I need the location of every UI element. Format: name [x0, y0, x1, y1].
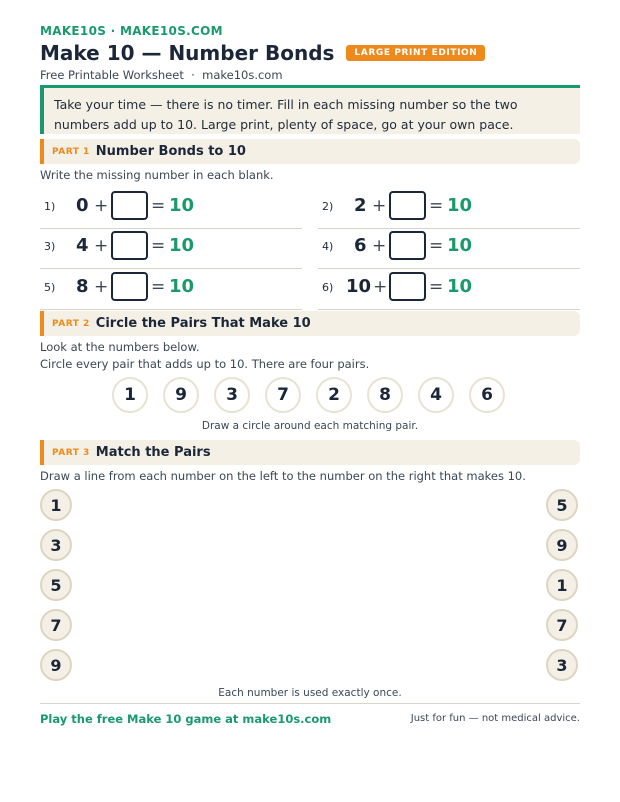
- sum: 10: [169, 195, 195, 216]
- addend: 0: [76, 195, 89, 216]
- plus-sign: +: [94, 236, 109, 256]
- part3-title: Match the Pairs: [95, 445, 211, 460]
- problem-3: [40, 228, 302, 269]
- part2-header: [40, 311, 580, 336]
- match-right-item[interactable]: 7: [546, 609, 578, 641]
- number-circle[interactable]: 3: [214, 377, 250, 413]
- part1-instruction: Write the missing number in each blank.: [40, 168, 274, 182]
- part2-instruction-2: Circle every pair that adds up to 10. There are four pairs.: [40, 357, 370, 371]
- intro-callout: Take your time — there is no timer. Fill in each missing number so the two numbers add up to 10. Large print, plenty of space, go at your own pace.: [40, 88, 580, 134]
- problem-6: [318, 269, 580, 310]
- answer-blank[interactable]: [111, 191, 148, 220]
- match-left-item[interactable]: 5: [40, 569, 72, 601]
- problem-number: 6): [322, 281, 334, 294]
- equals-sign: =: [429, 236, 444, 256]
- sum: 10: [169, 235, 195, 256]
- plus-sign: +: [94, 277, 109, 297]
- part2-note: Draw a circle around each matching pair.: [201, 420, 419, 432]
- edition-badge: LARGE PRINT EDITION: [346, 45, 485, 61]
- problem-number: 5): [44, 281, 56, 294]
- answer-blank[interactable]: [389, 231, 426, 260]
- number-circle[interactable]: 1: [112, 377, 148, 413]
- problem-number: 2): [322, 200, 334, 213]
- footer-link[interactable]: Play the free Make 10 game at make10s.com: [40, 712, 332, 726]
- sum: 10: [447, 276, 473, 297]
- part1-header: [40, 139, 580, 164]
- answer-blank[interactable]: [111, 272, 148, 301]
- addend: 8: [76, 276, 89, 297]
- answer-blank[interactable]: [111, 231, 148, 260]
- addend: 6: [354, 235, 367, 256]
- addend: 2: [354, 195, 367, 216]
- equals-sign: =: [429, 196, 444, 216]
- part3-header: [40, 440, 580, 465]
- number-circle[interactable]: 7: [265, 377, 301, 413]
- footer-disclaimer: Just for fun — not medical advice.: [410, 713, 580, 724]
- brand-line: MAKE10S · MAKE10S.COM: [40, 24, 223, 38]
- answer-blank[interactable]: [389, 272, 426, 301]
- equals-sign: =: [151, 277, 166, 297]
- match-right-item[interactable]: 5: [546, 489, 578, 521]
- number-circle[interactable]: 9: [163, 377, 199, 413]
- problem-1: [40, 188, 302, 229]
- match-left-item[interactable]: 1: [40, 489, 72, 521]
- match-right-item[interactable]: 1: [546, 569, 578, 601]
- problem-number: 3): [44, 240, 56, 253]
- page-title: Make 10 — Number Bonds: [40, 41, 335, 65]
- plus-sign: +: [94, 196, 109, 216]
- match-right-item[interactable]: 9: [546, 529, 578, 561]
- number-circle[interactable]: 8: [367, 377, 403, 413]
- number-circle[interactable]: 2: [316, 377, 352, 413]
- part2-title: Circle the Pairs That Make 10: [95, 316, 311, 331]
- problem-4: [318, 228, 580, 269]
- problem-5: [40, 269, 302, 310]
- part3-note: Each number is used exactly once.: [218, 687, 402, 699]
- problem-number: 1): [44, 200, 56, 213]
- part3-instruction: Draw a line from each number on the left to the number on the right that makes 10.: [40, 469, 526, 483]
- number-circle[interactable]: 6: [469, 377, 505, 413]
- match-right-item[interactable]: 3: [546, 649, 578, 681]
- sum: 10: [447, 235, 473, 256]
- problem-2: [318, 188, 580, 229]
- problem-number: 4): [322, 240, 334, 253]
- sum: 10: [169, 276, 195, 297]
- footer-divider: [40, 703, 580, 704]
- plus-sign: +: [373, 277, 388, 297]
- title-row: [40, 41, 485, 65]
- plus-sign: +: [372, 196, 387, 216]
- sum: 10: [447, 195, 473, 216]
- equals-sign: =: [151, 236, 166, 256]
- match-left-item[interactable]: 3: [40, 529, 72, 561]
- part1-tag: PART 1: [52, 146, 90, 157]
- match-left-item[interactable]: 9: [40, 649, 72, 681]
- part2-instruction-1: Look at the numbers below.: [40, 340, 200, 354]
- answer-blank[interactable]: [389, 191, 426, 220]
- part2-tag: PART 2: [52, 318, 90, 329]
- equals-sign: =: [429, 277, 444, 297]
- plus-sign: +: [372, 236, 387, 256]
- addend: 10: [346, 276, 372, 297]
- addend: 4: [76, 235, 89, 256]
- subtitle: Free Printable Worksheet · make10s.com: [40, 68, 283, 82]
- part1-title: Number Bonds to 10: [95, 144, 246, 159]
- match-left-item[interactable]: 7: [40, 609, 72, 641]
- number-circle[interactable]: 4: [418, 377, 454, 413]
- part3-tag: PART 3: [52, 447, 90, 458]
- equals-sign: =: [151, 196, 166, 216]
